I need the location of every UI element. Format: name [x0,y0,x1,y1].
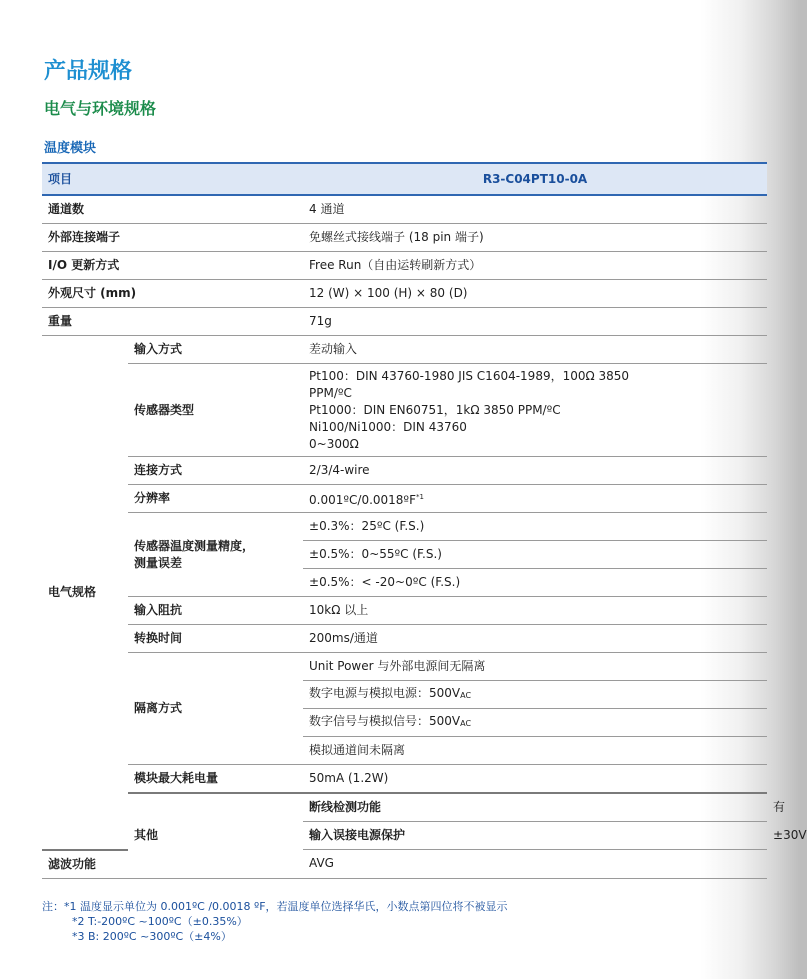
row-value: ±0.5%：0~55ºC (F.S.) [303,541,767,569]
sensor-line: 0~300Ω [309,436,359,451]
footnote-mark: *1 [416,492,424,501]
row-label: 重量 [42,308,303,336]
page-title: 产品规格 [44,59,133,84]
row-value [303,681,767,709]
row-label: 外观尺寸 (mm) [42,280,303,308]
accuracy-label-2: 测量误差 [134,555,183,570]
row-label: 分辨率 [128,485,303,513]
row-value [303,485,767,513]
row-label: 传感器类型 [128,364,303,457]
footnotes [42,899,508,944]
row-label: 转换时间 [128,625,303,653]
header-item: 项目 [42,163,303,195]
row-value: Unit Power 与外部电源间无隔离 [303,653,767,681]
group-electrical: 电气规格 [42,336,128,850]
sensor-line: PPM/ºC [309,385,352,400]
isolation-sub: AC [460,691,472,700]
row-label: 输入误接电源保护 [303,822,767,850]
table-row: 其他 断线检测功能 有 [42,793,767,822]
row-label: 滤波功能 [42,850,128,879]
row-value: 2/3/4-wire [303,457,767,485]
row-value: 50mA (1.2W) [303,765,767,794]
row-label [128,513,303,597]
table-row [42,513,767,541]
row-label: 输入方式 [128,336,303,364]
accuracy-label-1: 传感器温度测量精度， [134,538,255,553]
row-value: 71g [303,308,767,336]
table-row [42,280,767,308]
resolution-value: 0.001ºC/0.0018ºF [309,492,416,507]
row-value: 免螺丝式接线端子 (18 pin 端子) [303,224,767,252]
row-value: 4 通道 [303,195,767,224]
row-value [303,709,767,737]
table-row [42,485,767,513]
sensor-line: Pt1000：DIN EN60751，1kΩ 3850 PPM/ºC [309,402,561,417]
row-value: AVG [303,850,767,879]
row-label: 通道数 [42,195,303,224]
table-row [42,252,767,280]
row-label: 断线检测功能 [303,793,767,822]
row-label: 连接方式 [128,457,303,485]
table-row [42,653,767,681]
table-header-row [42,163,767,195]
footnote-3: *3 B: 200ºC ~300ºC（±4%） [72,930,232,943]
row-value: 差动输入 [303,336,767,364]
section-subtitle: 电气与环境规格 [44,99,157,118]
table-row [42,765,767,794]
footnote-1: 注：*1 温度显示单位为 0.001ºC /0.0018 ºF，若温度单位选择华氏，小数点第四位将不被显示 [42,900,508,913]
row-value: 200ms/通道 [303,625,767,653]
module-title: 温度模块 [44,141,97,156]
table-row [42,224,767,252]
isolation-sub: AC [460,719,472,728]
row-value: 模拟通道间未隔离 [303,737,767,765]
footnote-2: *2 T:-200ºC ~100ºC（±0.35%） [72,915,248,928]
spec-table [42,162,807,879]
header-model: R3-C04PT10-0A [303,163,767,195]
row-value: ±0.5%：< -20~0ºC (F.S.) [303,569,767,597]
row-label: 外部连接端子 [42,224,303,252]
table-row: 输入误接电源保护 ±30V [42,822,767,850]
sensor-line: Ni100/Ni1000：DIN 43760 [309,419,467,434]
row-value: 10kΩ 以上 [303,597,767,625]
row-label: 输入阻抗 [128,597,303,625]
table-row [42,625,767,653]
table-row [42,457,767,485]
table-row [42,195,767,224]
row-label: 模块最大耗电量 [128,765,303,794]
isolation-text: 数字信号与模拟信号：500V [309,714,461,728]
group-other: 其他 [128,793,303,878]
sensor-type-values [303,364,767,457]
table-row [42,336,767,364]
row-label: I/O 更新方式 [42,252,303,280]
row-value: ±0.3%：25ºC (F.S.) [303,513,767,541]
row-value: Free Run（自由运转刷新方式） [303,252,767,280]
table-row [42,597,767,625]
table-row [42,308,767,336]
row-value: 12 (W) × 100 (H) × 80 (D) [303,280,767,308]
row-label: 隔离方式 [128,653,303,765]
table-row [42,364,767,457]
isolation-text: 数字电源与模拟电源：500V [309,686,461,700]
sensor-line: Pt100：DIN 43760-1980 JIS C1604-1989，100Ω 3850 [309,368,630,383]
